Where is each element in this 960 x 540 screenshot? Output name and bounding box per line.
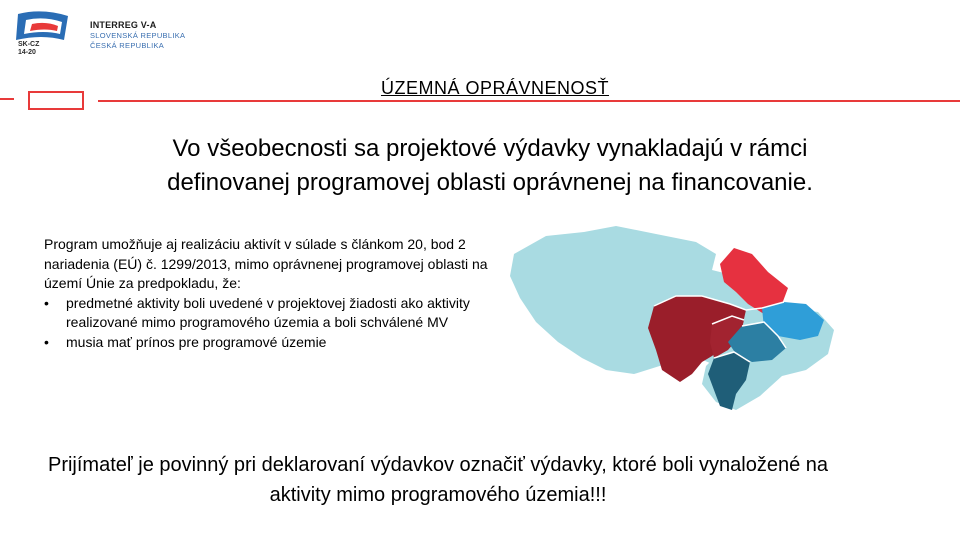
logo-code-top: SK-CZ [18,41,40,48]
slide-title: ÚZEMNÁ OPRÁVNENOSŤ [380,78,610,98]
accent-rule-right [98,100,960,102]
lead-paragraph: Vo všeobecnosti sa projektové výdavky vynakladajú v rámci definovanej programovej oblasti oprávnenej na financovanie. [167,135,813,196]
closing-statement: Prijímateľ je povinný pri deklarovaní výdavkov označiť výdavky, ktoré boli vynaložené na aktivity mimo programového územia!!! [47,454,828,506]
bullet-item: • musia mať prínos pre programové územie [44,333,514,353]
body-text [44,235,514,353]
logo-code [18,41,39,57]
bullet-item: • predmetné aktivity boli uvedené v projektovej žiadosti ako aktivity realizované mimo programového územia a boli schválené MV [44,294,514,333]
logo-line-cz: ČESKÁ REPUBLIKA [90,40,165,50]
logo-code-bottom: 14-20 [18,49,36,56]
bullet-list [44,294,514,353]
body-paragraph: Program umožňuje aj realizáciu aktivít v súlade s článkom 20, bod 2 nariadenia (EÚ) č. 1299/2013, mimo oprávnenej programovej oblasti na území Únie za predpokladu, že: [44,236,488,292]
logo-line-sk: SLOVENSKÁ REPUBLIKA [90,31,186,40]
interreg-logo [12,10,202,60]
programme-area-map [506,224,836,414]
logo-text [90,21,185,49]
logo-title: INTERREG V-A [90,20,157,30]
